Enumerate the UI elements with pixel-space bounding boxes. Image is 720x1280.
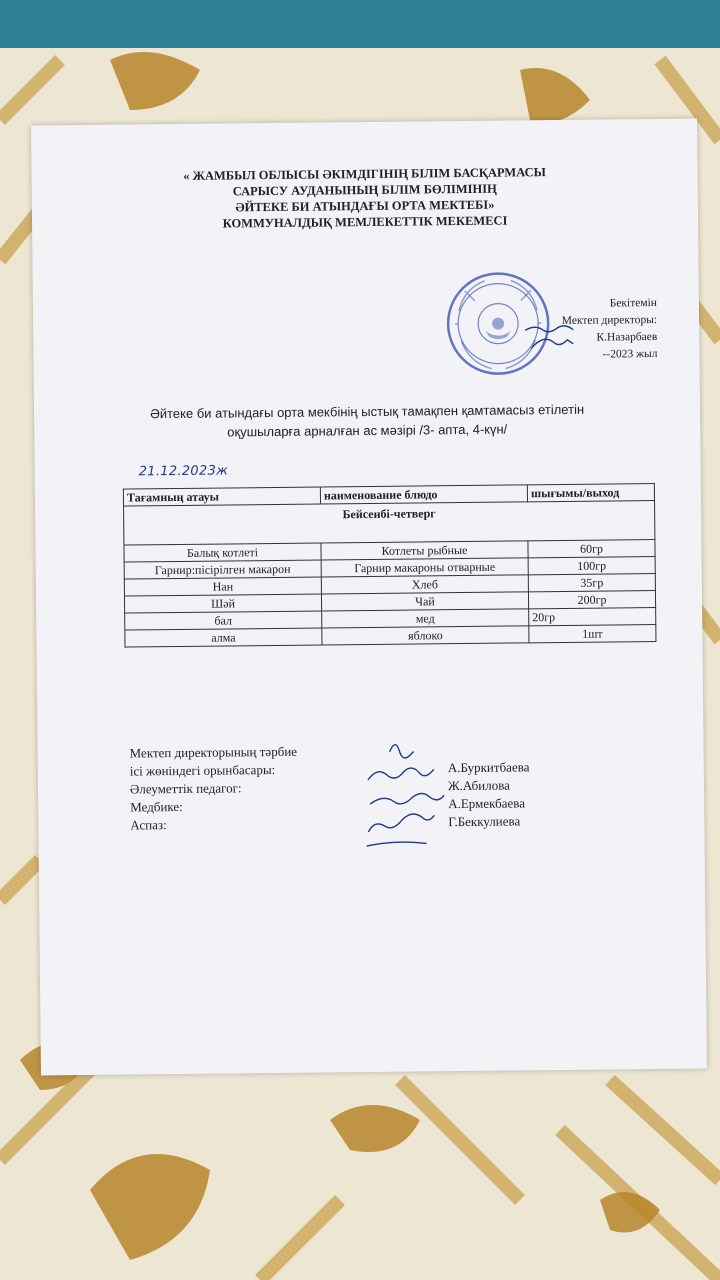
table-cell: Чай xyxy=(321,592,528,611)
staff-role: Аспаз: xyxy=(130,817,167,833)
handwritten-date: 21.12.2023ж xyxy=(138,463,229,480)
document-sheet xyxy=(31,119,707,1076)
header-line-2: САРЫСУ АУДАНЫНЫҢ БІЛІМ БӨЛІМІНІҢ xyxy=(232,181,497,199)
school-header xyxy=(32,163,699,234)
menu-title-line-1: Әйтеке би атындағы орта мекбінің ыстық тамақпен қамтамасыз етілетін xyxy=(149,401,585,422)
table-cell: Гарнир макароны отварные xyxy=(321,558,528,577)
staff-name: Г.Беккулиева xyxy=(448,813,521,830)
staff-role: Медбике: xyxy=(130,798,183,815)
table-cell: 200гр xyxy=(528,591,655,609)
approval-name: К.Назарбаев xyxy=(596,330,658,344)
staff-role: Әлеуметтік педагог: xyxy=(129,780,242,797)
table-cell: 20гр xyxy=(529,607,656,625)
header-line-3: ӘЙТЕКЕ БИ АТЫНДАҒЫ ОРТА МЕКТЕБІ» xyxy=(235,197,495,215)
table-cell: 100гр xyxy=(528,557,655,575)
table-cell: яблоко xyxy=(322,626,529,645)
table-cell: 35гр xyxy=(528,574,655,592)
approval-position: Мектеп директоры: xyxy=(561,313,658,327)
top-edge-band xyxy=(0,0,720,48)
staff-name: А.Ермекбаева xyxy=(448,795,526,812)
table-cell: 60гр xyxy=(528,540,655,558)
approval-label: Бекітемін xyxy=(609,296,657,310)
table-cell: мед xyxy=(322,609,529,628)
day-row xyxy=(124,501,655,546)
column-header: наименование блюдо xyxy=(320,485,527,504)
approval-date: --2023 жыл xyxy=(602,347,658,361)
table-cell: Хлеб xyxy=(321,575,528,594)
column-header: Тағамның атауы xyxy=(123,487,320,506)
table-cell: Котлеты рыбные xyxy=(321,541,528,560)
director-signature-icon xyxy=(521,317,611,354)
table-cell: бал xyxy=(125,611,322,630)
staff-name: А.Буркитбаева xyxy=(447,759,530,776)
table-cell: 1шт xyxy=(529,624,656,642)
table-cell: алма xyxy=(125,628,322,647)
menu-title xyxy=(34,399,700,444)
staff-name: Ж.Абилова xyxy=(447,777,510,794)
staff-role: Мектеп директорының тәрбие xyxy=(129,743,298,761)
day-label: Бейсенбі-четверг xyxy=(124,501,655,546)
table-cell: Шәй xyxy=(124,594,321,613)
staff-handwritten-signatures-icon xyxy=(359,731,470,862)
menu-table xyxy=(123,483,657,648)
header-line-1: « ЖАМБЫЛ ОБЛЫСЫ ӘКІМДІГІНІҢ БІЛІМ БАСҚАРМАСЫ xyxy=(183,165,546,183)
table-cell: Гарнир:пісірілген макарон xyxy=(124,560,321,579)
staff-role: ісі жөніндегі орынбасары: xyxy=(129,761,276,779)
menu-title-line-2: оқушыларға арналған ас мәзірі /3- апта, 4-күн/ xyxy=(227,421,508,440)
column-header: шығымы/выход xyxy=(527,484,654,502)
table-cell: Балық котлеті xyxy=(124,543,321,562)
header-line-4: КОММУНАЛДЫҚ МЕМЛЕКЕТТІК МЕКЕМЕСІ xyxy=(222,213,508,231)
table-cell: Нан xyxy=(124,577,321,596)
